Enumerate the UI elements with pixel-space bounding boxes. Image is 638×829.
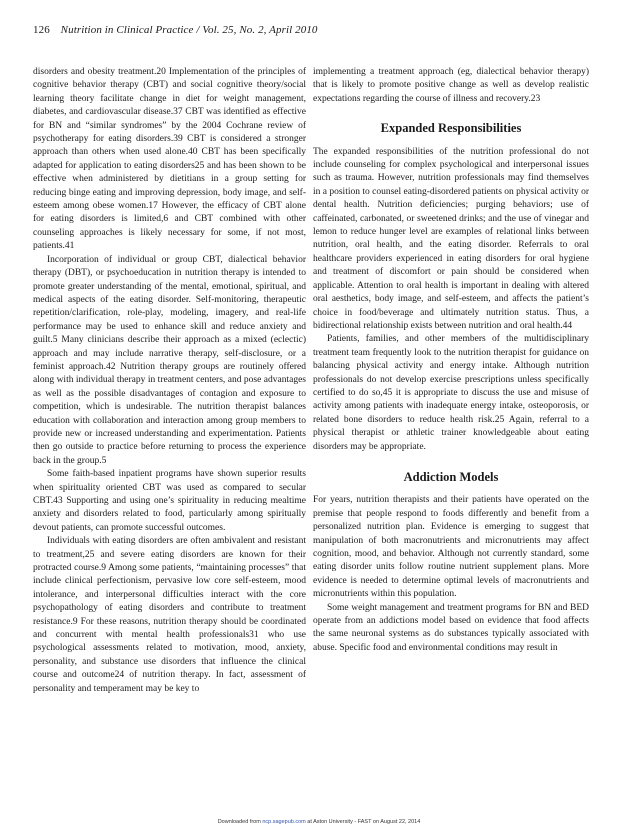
running-header: [33, 24, 318, 36]
footer-prefix: Downloaded from: [217, 819, 263, 825]
footer-suffix: at Aston University - FAST on August 22, 2014: [305, 819, 421, 825]
section-heading-expanded-responsibilities: Expanded Responsibilities: [380, 121, 522, 136]
paragraph: The expanded responsibilities of the nutrition professional do not include counseling for complex psychological and interpersonal issues such as trauma. However, nutrition professionals may find themselves in a position to counsel eating-disordered patients on physical activity or dental health. Nutrition deficiencies; purging behaviors; use of caffeinated, carbonated, or sweetened drinks; and the use of vinegar and lemon to reduce hunger level are examples of relational links between nutrition, oral health, and the eating disorder. Referrals to oral healthcare providers experienced in eating disorders for oral hygiene and treatment of discomfort or pain should be considered when applicable. Attention to oral health is important in dealing with altered oral aesthetics, body image, and self-esteem, and affects the patient’s choice in food/beverage and ultimately nutrition status. Thus, a bidirectional relationship exists between nutrition and oral health.44: [313, 146, 589, 331]
paragraph: For years, nutrition therapists and their patients have operated on the premise that people respond to foods differently and benefit from a personalized nutrition plan. Evidence is emerging to suggest that manipulation of both macronutrients and micronutrients may affect cognition, mood, and behavior. Although not currently standard, some eating disorder units follow routine nutrient supplement plans. More evidence is needed to determine optimal levels of macronutrients and micronutrients within this population.: [313, 495, 589, 600]
paragraph: Some faith-based inpatient programs have shown superior results when spirituality oriented CBT was used as compared to secular CBT.43 Supporting and using one’s spirituality in reducing mealtime anxiety and disorders related to food, particularly among spiritually devout patients, can promote successful outcomes.: [33, 469, 306, 533]
left-column: [33, 66, 306, 696]
paragraph: Patients, families, and other members of the multidisciplinary treatment team frequently look to the nutrition therapist for guidance on balancing physical activity and energy intake. Although nutrition professionals do not develop exercise prescriptions unless specifically certified to do so,45 it is appropriate to discuss the use and misuse of activity among patients with inadequate energy intake, osteoporosis, or related bone disorders to reduce health risk.25 Again, referral to a physical therapist or athletic trainer knowledgeable about eating disorders may be appropriate.: [313, 334, 589, 452]
journal-citation: Nutrition in Clinical Practice / Vol. 25, No. 2, April 2010: [60, 24, 318, 36]
paragraph: disorders and obesity treatment.20 Implementation of the principles of cognitive behavior therapy (CBT) and social cognitive theory/social learning theory facilitate change in diet for weight management, diabetes, and cardiovascular disease.37 CBT was identified as effective for BN and “similar syndromes” by the 2004 Cochrane review of psychotherapy for eating disorders.39 CBT is considered a stronger approach than others when used alone.40 CBT has been specifically adapted for application to eating disorders25 and has been shown to be effective when administered by dietitians in a group setting for reducing binge eating and improving depression, body image, and self-esteem among obese women.17 However, the efficacy of CBT alone for eating disorders is limited,6 and CBT combined with other counseling approaches is likely necessary for some, if not most, patients.41: [33, 67, 306, 252]
footer-link[interactable]: ncp.sagepub.com: [262, 819, 306, 825]
page-number: 126: [33, 24, 50, 36]
download-footer: [0, 819, 638, 825]
section-heading-addiction-models: Addiction Models: [403, 469, 499, 484]
paragraph: Incorporation of individual or group CBT, dialectical behavior therapy (DBT), or psychoeducation in nutrition therapy is intended to promote greater understanding of the mental, emotional, spiritual, and medical aspects of the eating disorder. Self-monitoring, therapeutic repetition/clarification, role-play, modeling, imagery, and real-life performance may be used to enhance skill and reduce anxiety and guilt.5 Many clinicians describe their approach as a mixed (eclectic) approach and may include narrative therapy, self-disclosure, or a feminist approach.42 Nutrition therapy groups are routinely offered along with individual therapy in treatment centers, and pose advantages as well as the possible disadvantages of contagion and exposure to competition, which is undesirable. The nutrition therapist balances education with collaboration and interaction among group members to provide new or increased understanding and experimentation. Patients then go outside to practice before returning to process the experience back in the group.5: [33, 254, 306, 466]
right-column: [313, 66, 589, 655]
paragraph: Some weight management and treatment programs for BN and BED operate from an addictions model based on evidence that food affects the same neuronal systems as do substances typically associated with abuse. Specific food and environmental conditions may result in: [313, 602, 589, 653]
paragraph: implementing a treatment approach (eg, dialectical behavior therapy) that is likely to promote positive change as well as develop realistic expectations regarding the course of illness and recovery.23: [313, 67, 589, 104]
paragraph: Individuals with eating disorders are often ambivalent and resistant to treatment,25 and severe eating disorders are known for their protracted course.9 Among some patients, “maintaining processes” that include clinical perfectionism, pervasive low core self-esteem, mood intolerance, and interpersonal difficulties interact with the core psychopathology of eating disorders and contribute to treatment resistance.9 For these reasons, nutrition therapy should be coordinated and concurrent with mental health professionals31 who use psychological assessments related to motivation, mood, anxiety, personality, and substance use disorders that influence the clinical course and outcome24 of nutrition therapy. In fact, assessment of personality and temperament may be key to: [33, 536, 306, 694]
